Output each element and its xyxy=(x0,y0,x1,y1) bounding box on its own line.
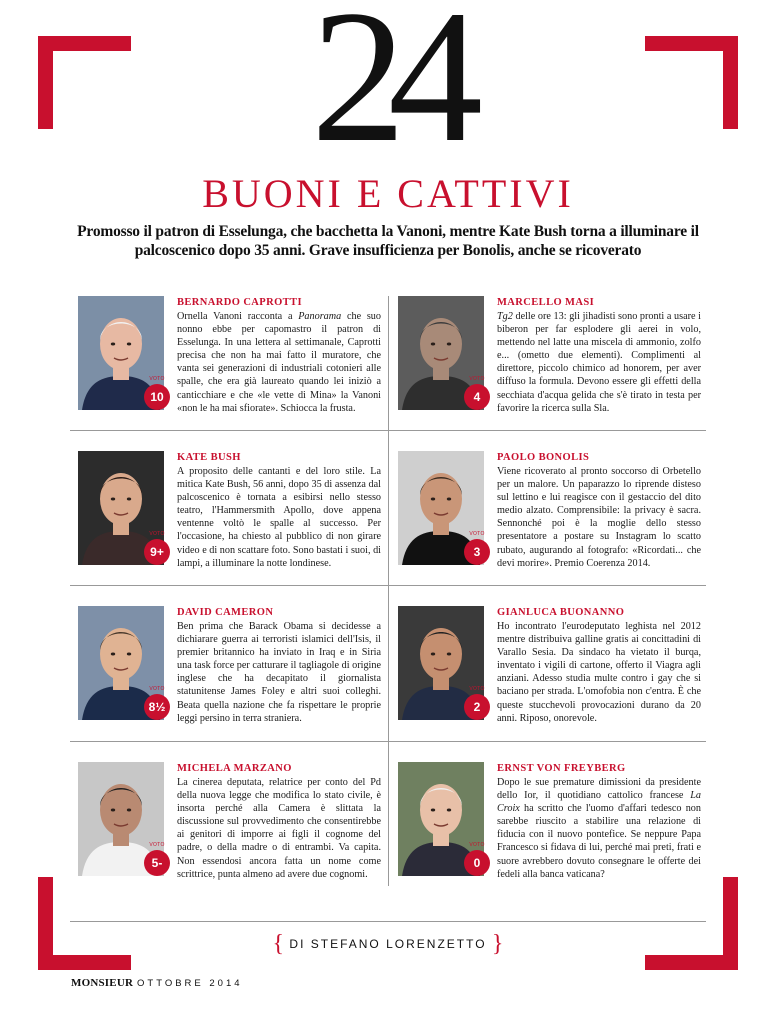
row-divider-3 xyxy=(70,741,706,742)
entry-ernst-von-freyberg xyxy=(398,762,708,892)
entry-text xyxy=(177,296,381,415)
vote-badge xyxy=(464,842,490,876)
entry-david-cameron xyxy=(78,606,388,736)
vote-badge xyxy=(144,842,170,876)
entry-text xyxy=(497,762,701,881)
entry-body: Dopo le sue premature dimissioni da presidente dello Ior, il quotidiano cattolico francese La Croix ha scritto che l'uomo d'affari tedesco non sarebbe riuscito a stabilire una relazione di fiducia con il nuovo pontefice. Se neppure Papa Francesco si fidava di lui, perché mai preti, frati e suore avrebbero dovuto consegnare le offerte dei fedeli alla banca vaticana? xyxy=(497,777,701,880)
row-divider-1 xyxy=(70,430,706,431)
vote-value: 3 xyxy=(473,545,481,559)
column-divider xyxy=(388,296,389,886)
vote-label: VOTO xyxy=(149,531,165,537)
entry-text xyxy=(497,606,701,725)
vote-value: 5- xyxy=(151,856,163,870)
vote-badge xyxy=(144,376,170,410)
entry-bernardo-caprotti xyxy=(78,296,388,426)
vote-label: VOTO xyxy=(469,531,485,537)
vote-badge xyxy=(144,531,170,565)
entry-body: Ornella Vanoni racconta a Panorama che suo nonno ebbe per capomastro il patron di Esselunga. In una lettera al settimanale, Caprotti precisa che non ha mai fatto il muratore, che vanta sei generazioni di industriali cotonieri alle spalle, che era già laureato quando lei iniziò a canticchiare e che «le vette di Mina» la Vanoni «non le ha mai sfiorate». Schiocca la frusta. xyxy=(177,311,381,414)
entry-body: A proposito delle cantanti e del loro stile. La mitica Kate Bush, 56 anni, dopo 35 di assenza dal palcoscenico è tornata a esibirsi nello stesso teatro, l'Hammersmith Apollo, dove appena ventenne voltò le spalle al successo. Per l'occasione, ha chiesto al pubblico di non girare video e di non scattare foto. Sono bastati i suoi, di lampi, a illuminare la notte londinese. xyxy=(177,466,381,569)
footer-brand: MONSIEUR xyxy=(71,977,134,989)
byline-brace-left: { xyxy=(272,931,285,957)
entry-text xyxy=(497,451,701,570)
entry-body: Ben prima che Barack Obama si decidesse a dichiarare guerra ai terroristi islamici dell'Isis, il premier britannico ha inviato in Iraq e in Siria una task force per catturare il tagliagole di origine inglese che ha decapitato il giornalista statunitense James Foley e altri suoi colleghi. Beata quella nazione che fa rispettare le proprie leggi persino in terra straniera. xyxy=(177,621,381,724)
vote-value: 10 xyxy=(150,390,164,404)
entry-body: Ho incontrato l'eurodeputato leghista nel 2012 mentre distribuiva galline gratis ai concittadini di Varallo Sesia. Da sindaco ha vietato il burqa, inventato i vigili di cartone, offerto il Viagra agli anziani. Adesso studia multe contro i gay che si baciano per strada. L'omofobia non c'entra. È che queste stucchevoli provocazioni durano da 20 anni. Riposo, onorevole. xyxy=(497,621,701,724)
bottom-rule xyxy=(70,921,706,922)
page-subtitle: Promosso il patron di Esselunga, che bacchetta la Vanoni, mentre Kate Bush torna a illuminare il palcoscenico dopo 35 anni. Grave insufficienza per Bonolis, anche se ricoverato xyxy=(77,223,699,259)
entry-name: ERNST VON FREYBERG xyxy=(497,763,626,774)
vote-badge xyxy=(464,686,490,720)
vote-value: 0 xyxy=(473,856,481,870)
entry-name: KATE BUSH xyxy=(177,452,241,463)
row-divider-2 xyxy=(70,585,706,586)
entry-marcello-masi xyxy=(398,296,708,426)
entry-kate-bush xyxy=(78,451,388,581)
byline-text: DI STEFANO LORENZETTO xyxy=(289,937,487,951)
entry-text xyxy=(177,451,381,570)
entry-paolo-bonolis xyxy=(398,451,708,581)
vote-value: 9+ xyxy=(150,545,164,559)
issue-number: 24 xyxy=(311,0,465,182)
vote-label: VOTO xyxy=(149,686,165,692)
vote-label: VOTO xyxy=(469,686,485,692)
page-title: BUONI E CATTIVI xyxy=(202,171,574,216)
entry-body: Viene ricoverato al pronto soccorso di Orbetello per un malore. Un paparazzo lo riprende disteso sul lettino e lui reagisce con il gestaccio del dito medio alzato. Comprensibile: la privacy è sacra. Sennonché poi è la moglie dello stesso presentatore a postare su Instagram lo scatto rubato, augurando al fotografo: «Ricordati... che devi morire». Premio Coerenza 2014. xyxy=(497,466,701,569)
entry-michela-marzano xyxy=(78,762,388,892)
entry-text xyxy=(177,762,381,881)
entry-name: MARCELLO MASI xyxy=(497,297,595,308)
entry-name: BERNARDO CAPROTTI xyxy=(177,297,302,308)
vote-badge xyxy=(144,686,170,720)
entry-name: DAVID CAMERON xyxy=(177,607,274,618)
entry-name: GIANLUCA BUONANNO xyxy=(497,607,625,618)
vote-value: 2 xyxy=(473,700,481,714)
vote-value: 4 xyxy=(473,390,481,404)
vote-badge xyxy=(464,531,490,565)
vote-label: VOTO xyxy=(469,842,485,848)
vote-badge xyxy=(464,376,490,410)
entry-body: Tg2 delle ore 13: gli jihadisti sono pronti a usare i biberon per far esplodere gli aerei in volo, mettendo nel latte una miscela di ammonio, zolfo e... (ometto due elementi). Complimenti al direttore, piccolo chimico ad honorem, per aver diffuso la formula. Devono essere gli effetti della secchiata d'acqua gelida che s'è tirato in testa per favorire la ricerca sulla Sla. xyxy=(497,311,701,414)
entry-gianluca-buonanno xyxy=(398,606,708,736)
footer-date: OTTOBRE 2014 xyxy=(137,978,243,989)
vote-label: VOTO xyxy=(469,376,485,382)
entry-text xyxy=(177,606,381,725)
vote-label: VOTO xyxy=(149,376,165,382)
entry-body: La cinerea deputata, relatrice per conto del Pd della nuova legge che modifica lo stato civile, è insorta perché alla Camera è slittata la discussione sul provvedimento che consentirebbe ai genitori di imporre ai figli il cognome del padre, o della madre o di entrambi. Va capita. Non essendosi ancora fatta un nome come scrittrice, punta almeno ad avere due cognomi. xyxy=(177,777,381,880)
vote-value: 8½ xyxy=(148,700,166,714)
byline xyxy=(0,931,776,958)
entry-name: MICHELA MARZANO xyxy=(177,763,292,774)
entry-name: PAOLO BONOLIS xyxy=(497,452,590,463)
entry-text xyxy=(497,296,701,415)
vote-label: VOTO xyxy=(149,842,165,848)
byline-brace-right: } xyxy=(491,931,504,957)
